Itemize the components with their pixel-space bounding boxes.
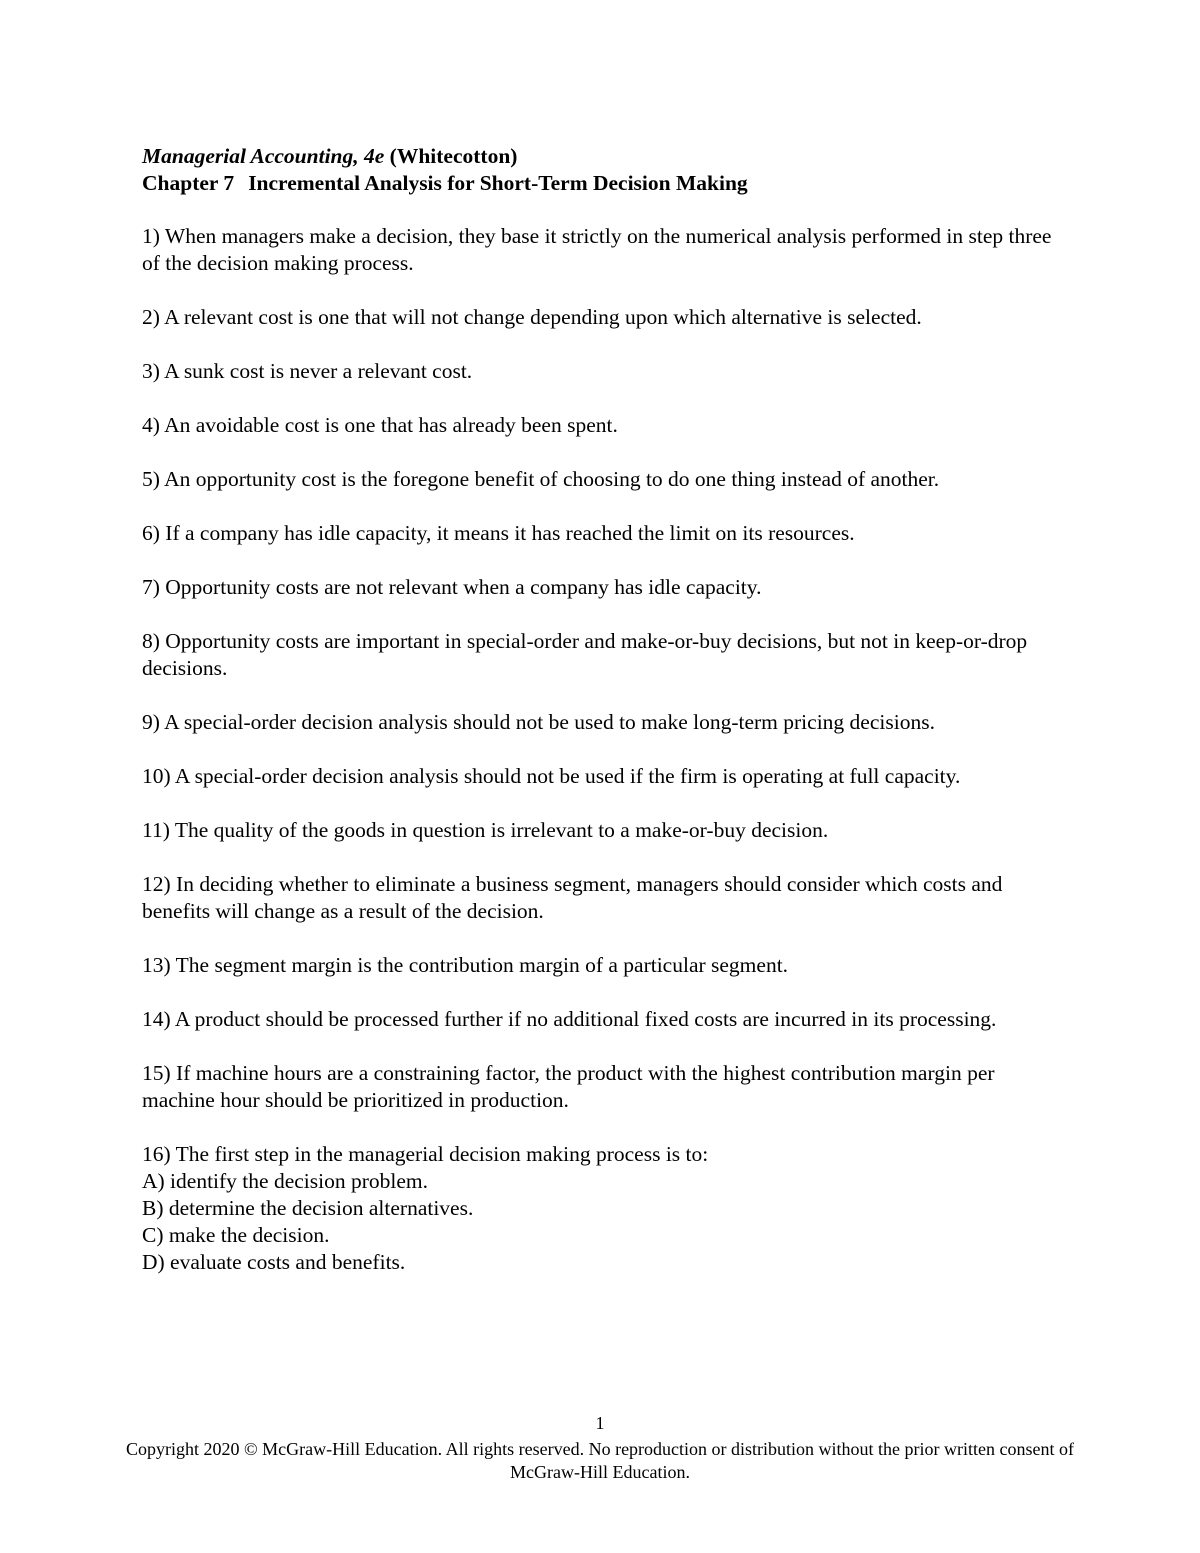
question-6: 6) If a company has idle capacity, it means it has reached the limit on its resources. xyxy=(142,521,855,545)
question-15: 15) If machine hours are a constraining factor, the product with the highest contribution margin per machine hour should be prioritized in production. xyxy=(142,1061,995,1112)
page-number: 1 xyxy=(595,1413,605,1433)
question-list xyxy=(142,223,1062,1276)
question-9: 9) A special-order decision analysis should not be used to make long-term pricing decisions. xyxy=(142,710,935,734)
book-title: Managerial Accounting, 4e xyxy=(142,144,385,168)
question-5: 5) An opportunity cost is the foregone benefit of choosing to do one thing instead of another. xyxy=(142,467,940,491)
page-content xyxy=(142,143,1062,1276)
question-1: 1) When managers make a decision, they base it strictly on the numerical analysis performed in step three of the decision making process. xyxy=(142,224,1052,275)
page-footer xyxy=(100,1412,1100,1484)
question-16-stem: 16) The first step in the managerial decision making process is to: xyxy=(142,1142,709,1166)
question-13: 13) The segment margin is the contribution margin of a particular segment. xyxy=(142,953,789,977)
book-author: (Whitecotton) xyxy=(389,144,518,168)
copyright-notice: Copyright 2020 © McGraw-Hill Education. All rights reserved. No reproduction or distribution without the prior written consent of McGraw-Hill Education. xyxy=(125,1439,1074,1482)
question-10: 10) A special-order decision analysis should not be used if the firm is operating at full capacity. xyxy=(142,764,961,788)
option-c: C) make the decision. xyxy=(142,1223,330,1247)
question-8: 8) Opportunity costs are important in special-order and make-or-buy decisions, but not in keep-or-drop decisions. xyxy=(142,629,1028,680)
question-7: 7) Opportunity costs are not relevant when a company has idle capacity. xyxy=(142,575,762,599)
chapter-title: Incremental Analysis for Short-Term Decision Making xyxy=(248,171,748,195)
question-12: 12) In deciding whether to eliminate a business segment, managers should consider which costs and benefits will change as a result of the decision. xyxy=(142,872,1003,923)
chapter-heading xyxy=(142,170,1062,197)
question-4: 4) An avoidable cost is one that has already been spent. xyxy=(142,413,618,437)
book-title-line xyxy=(142,143,1062,170)
question-14: 14) A product should be processed further if no additional fixed costs are incurred in its processing. xyxy=(142,1007,997,1031)
question-2: 2) A relevant cost is one that will not change depending upon which alternative is selected. xyxy=(142,305,922,329)
question-11: 11) The quality of the goods in question is irrelevant to a make-or-buy decision. xyxy=(142,818,829,842)
option-a: A) identify the decision problem. xyxy=(142,1169,428,1193)
option-d: D) evaluate costs and benefits. xyxy=(142,1250,406,1274)
option-b: B) determine the decision alternatives. xyxy=(142,1196,474,1220)
question-3: 3) A sunk cost is never a relevant cost. xyxy=(142,359,473,383)
question-16 xyxy=(142,1141,1062,1276)
chapter-label: Chapter 7 xyxy=(142,171,235,195)
